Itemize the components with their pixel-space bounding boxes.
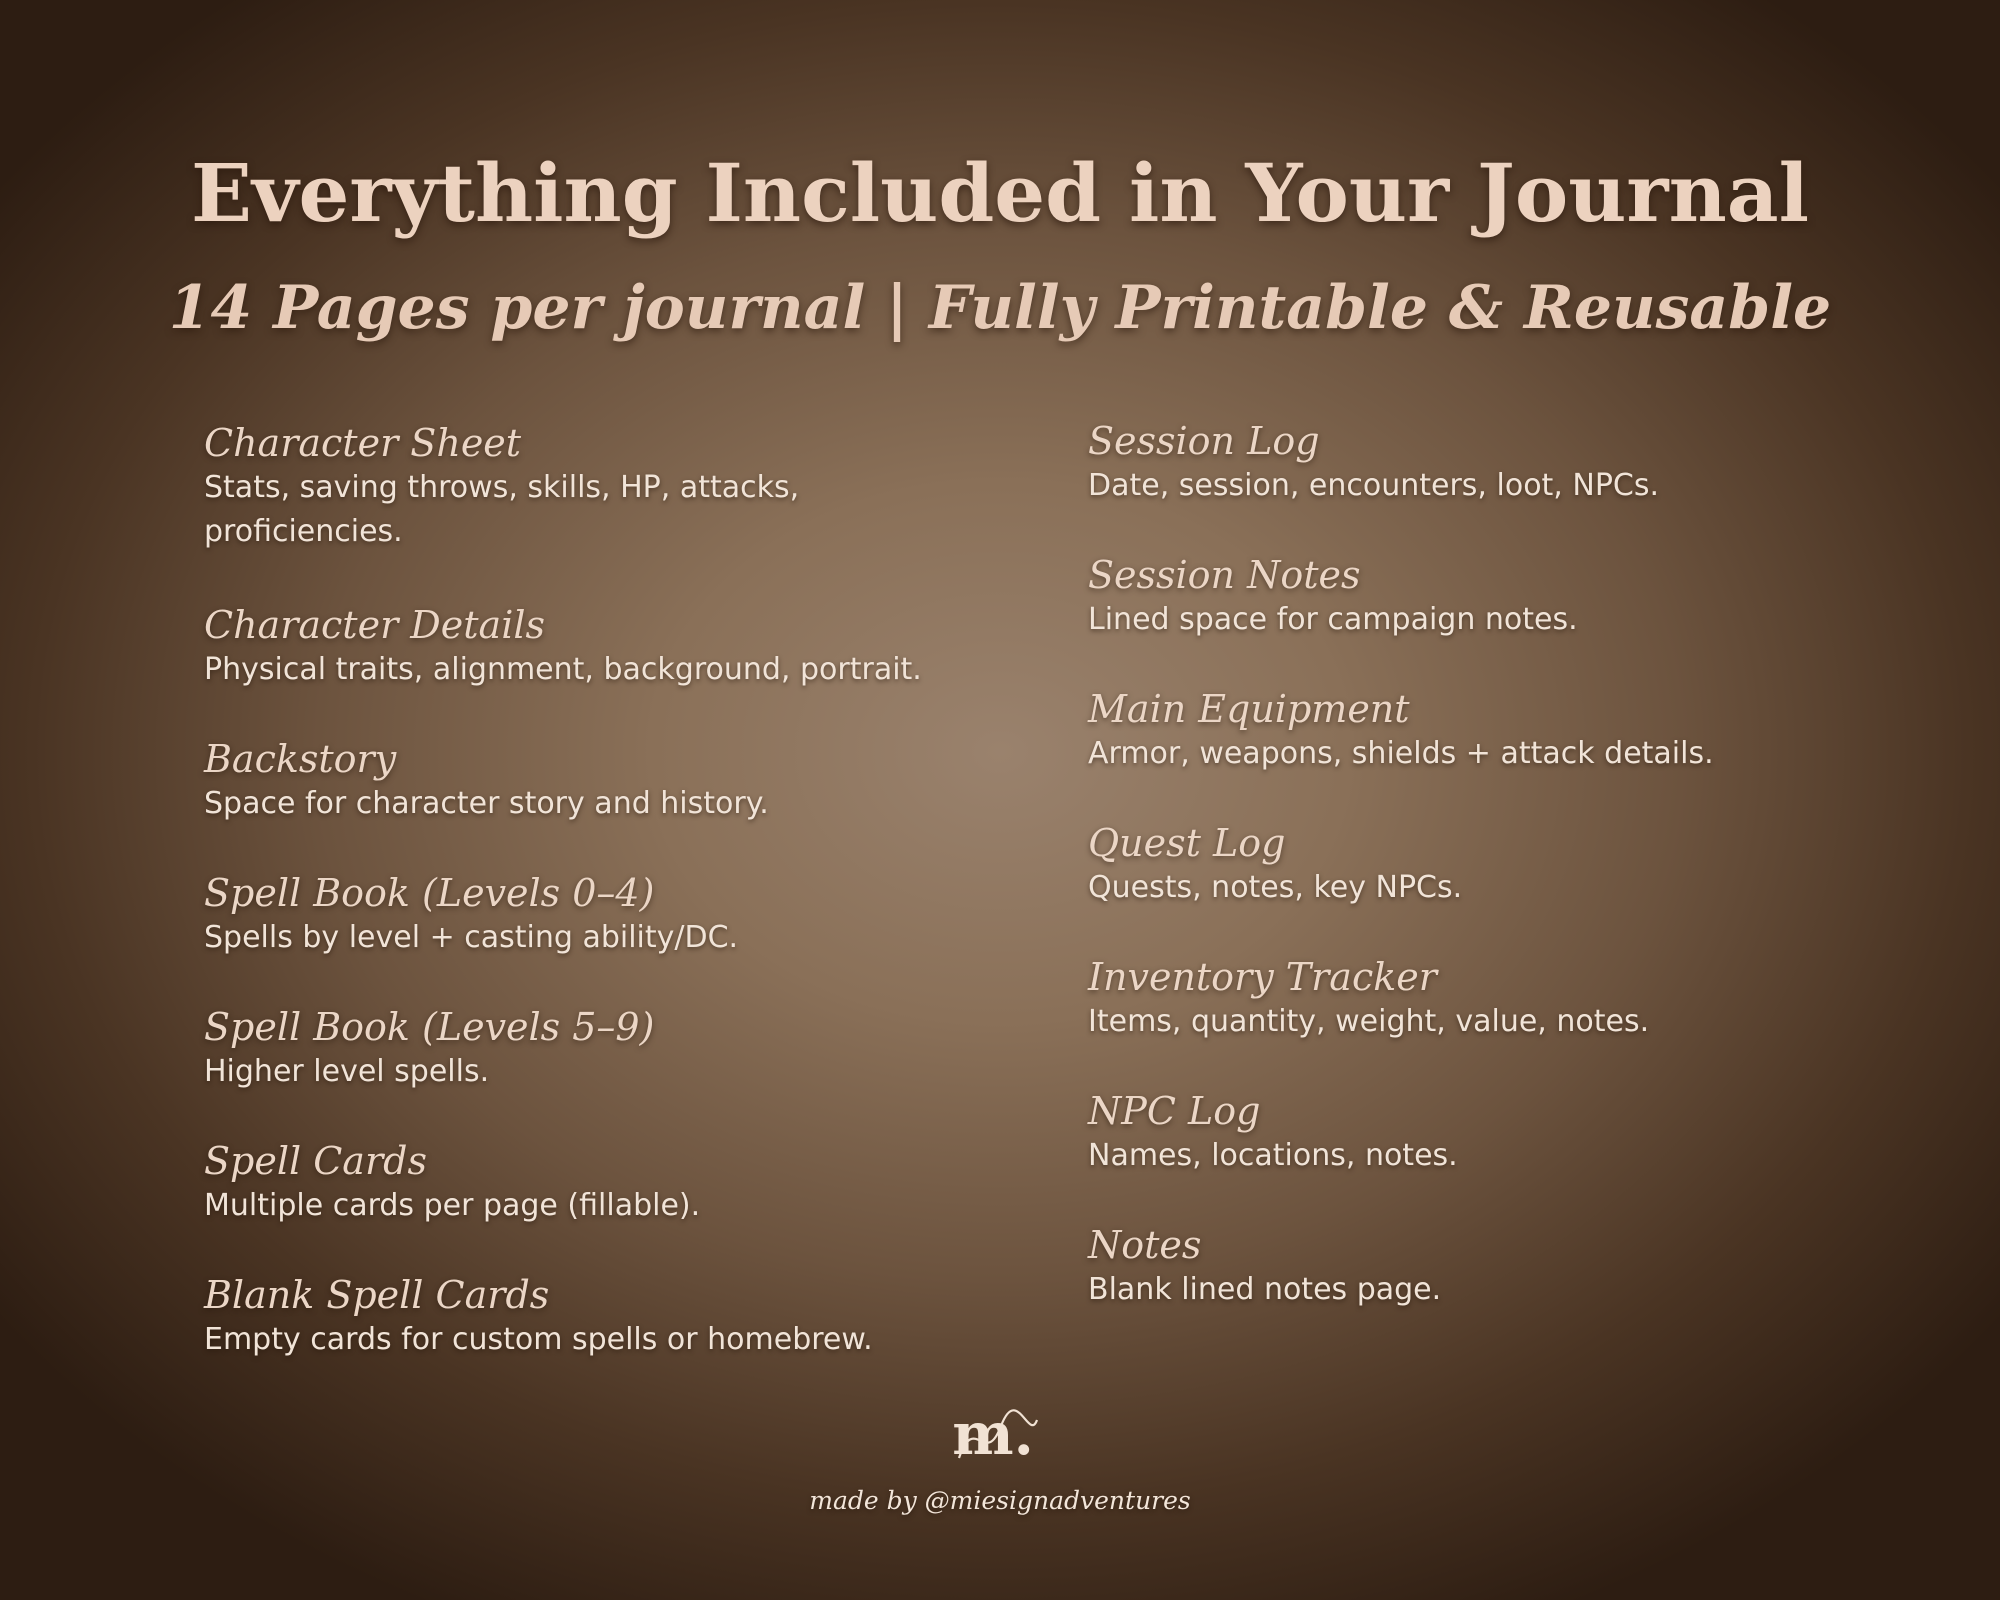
list-item — [204, 870, 1024, 960]
item-title: Quest Log — [1088, 821, 1286, 865]
item-title: Session Log — [1088, 419, 1320, 463]
list-item — [204, 1004, 1024, 1094]
list-item — [204, 420, 1024, 554]
item-title: NPC Log — [1088, 1089, 1261, 1133]
list-item — [204, 736, 1024, 826]
list-item — [204, 1272, 1024, 1362]
item-description: Spells by level + casting ability/DC. — [204, 920, 739, 955]
item-title: Main Equipment — [1088, 687, 1410, 731]
item-description: Multiple cards per page (fillable). — [204, 1188, 701, 1223]
item-description: Physical traits, alignment, background, portrait. — [204, 652, 922, 687]
list-item — [1088, 820, 1908, 910]
item-title: Spell Cards — [204, 1139, 427, 1183]
item-title: Session Notes — [1088, 553, 1361, 597]
item-title: Spell Book (Levels 5–9) — [204, 1005, 655, 1049]
item-description: Stats, saving throws, skills, HP, attacks, proficiencies. — [204, 470, 800, 549]
monogram-m-logo-icon — [0, 1402, 2000, 1472]
item-title: Inventory Tracker — [1088, 955, 1437, 999]
item-description: Space for character story and history. — [204, 786, 769, 821]
credit-text: made by @miesignadventures — [809, 1486, 1191, 1515]
page-subtitle: 14 Pages per journal | Fully Printable & Reusable — [168, 273, 1832, 343]
list-item — [1088, 1222, 1908, 1312]
item-description: Lined space for campaign notes. — [1088, 602, 1578, 637]
list-item — [1088, 954, 1908, 1044]
item-description: Higher level spells. — [204, 1054, 490, 1089]
list-item — [204, 602, 1024, 692]
list-item — [1088, 552, 1908, 642]
item-title: Spell Book (Levels 0–4) — [204, 871, 655, 915]
logo-mark — [945, 1402, 1055, 1472]
item-description: Names, locations, notes. — [1088, 1138, 1458, 1173]
list-item — [204, 1138, 1024, 1228]
logo-text: m. — [952, 1402, 1034, 1468]
list-item — [1088, 1088, 1908, 1178]
item-title: Blank Spell Cards — [204, 1273, 550, 1317]
item-description: Empty cards for custom spells or homebrew. — [204, 1322, 873, 1357]
item-description: Armor, weapons, shields + attack details. — [1088, 736, 1714, 771]
item-title: Notes — [1088, 1223, 1202, 1267]
item-title: Character Sheet — [204, 421, 522, 465]
item-description: Quests, notes, key NPCs. — [1088, 870, 1463, 905]
item-description: Date, session, encounters, loot, NPCs. — [1088, 468, 1660, 503]
list-item — [1088, 686, 1908, 776]
item-description: Blank lined notes page. — [1088, 1272, 1442, 1307]
page-title: Everything Included in Your Journal — [191, 146, 1809, 240]
item-title: Character Details — [204, 603, 545, 647]
list-item — [1088, 418, 1908, 508]
item-title: Backstory — [204, 737, 397, 781]
item-description: Items, quantity, weight, value, notes. — [1088, 1004, 1650, 1039]
